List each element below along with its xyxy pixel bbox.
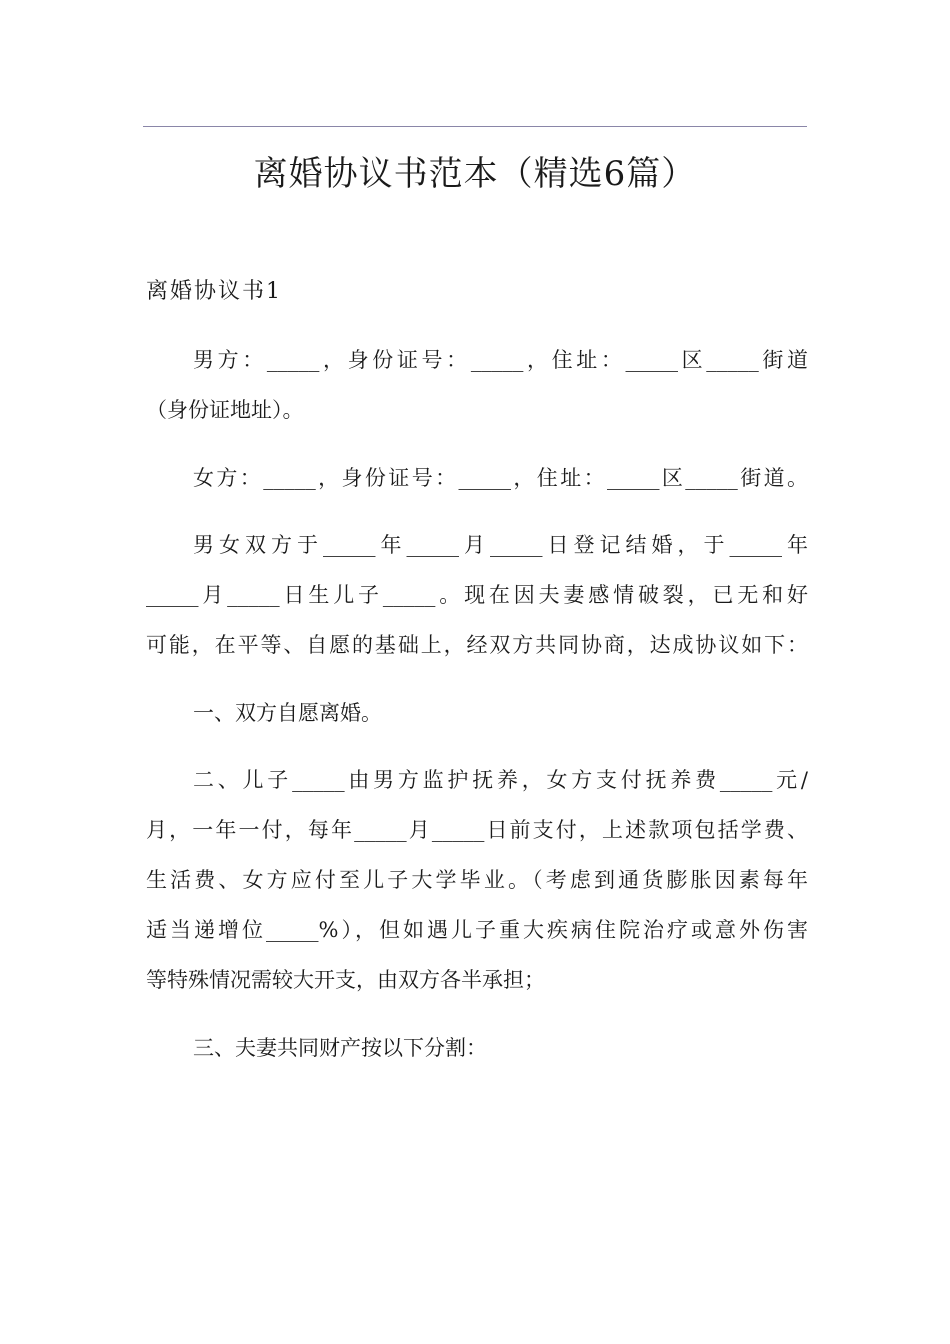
paragraph-line-male-party: 男方：_____，身份证号：_____，住址：_____区_____街道 [193,348,808,372]
clause-three: 三、夫妻共同财产按以下分割： [193,1036,487,1060]
paragraph-line-marriage-3: 可能，在平等、自愿的基础上，经双方共同协商，达成协议如下： [146,633,808,657]
section-heading: 离婚协议书1 [146,279,282,304]
clause-two-line-5: 等特殊情况需较大开支，由双方各半承担； [146,968,545,992]
clause-two-line-2: 月，一年一付，每年_____月_____日前支付，上述款项包括学费、 [146,818,808,842]
paragraph-line-male-address-note: （身份证地址）。 [146,398,304,422]
clause-two-line-4: 适当递增位_____%），但如遇儿子重大疾病住院治疗或意外伤害 [146,918,808,942]
header-divider [143,126,807,127]
clause-one: 一、双方自愿离婚。 [193,701,382,725]
clause-two-line-3: 生活费、女方应付至儿子大学毕业。（考虑到通货膨胀因素每年 [146,868,808,892]
clause-two-line-1: 二、儿子_____由男方监护抚养，女方支付抚养费_____元/ [193,768,808,792]
paragraph-line-marriage-1: 男女双方于_____年_____月_____日登记结婚，于_____年 [193,533,808,557]
document-title: 离婚协议书范本（精选6篇） [253,154,697,194]
paragraph-line-female-party: 女方：_____，身份证号：_____，住址：_____区_____街道。 [193,466,808,490]
paragraph-line-marriage-2: _____月_____日生儿子_____。现在因夫妻感情破裂，已无和好 [146,583,808,607]
